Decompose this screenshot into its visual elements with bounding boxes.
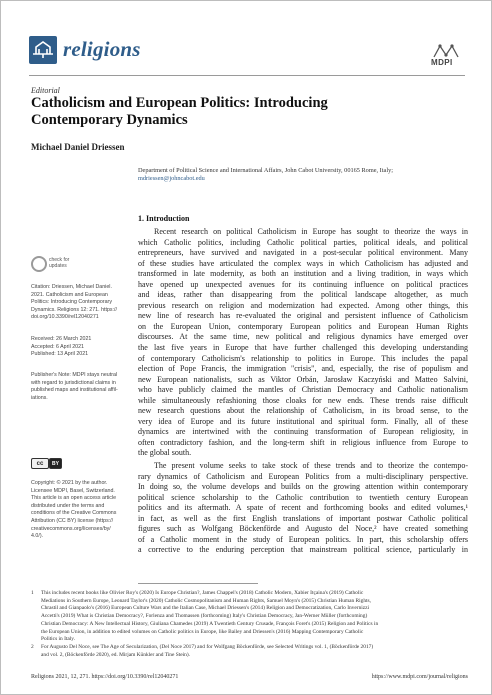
footnote-line [31,644,468,652]
copyright-line: distributed under the terms and [31,502,105,509]
body-line: politics and its aftermath. A spate of recent and forthcoming books and edited volumes,¹ [138,503,468,513]
footnote-text: Accetti's (2019) What is Christian Democracy?, Forlenza and Thomassen (forthcoming) Italy's Christian Democracy, Jan-Werner Müller (forthcoming) [41,613,368,620]
affiliation-line: Department of Political Science and International Affairs, John Cabot University, 00165 Rome, Italy; [138,167,393,174]
citation-line: Citation: Driessen, Michael Daniel. [31,284,112,290]
copyright-line: Attribution (CC BY) license (https:// [31,517,114,524]
footer-website-link[interactable]: https://www.mdpi.com/journal/religions [371,674,468,680]
body-line: rary dynamics of Catholicism and European Politics from a multi-disciplinary perspective. [138,471,468,481]
footer-citation[interactable]: Religions 2021, 12, 271. https://doi.org/10.3390/rel12040271 [31,674,179,680]
footnote-text: Christian Democracy: A New Intellectual History, Giuliana Chamedes (2019) A Twentieth Century Crusade, François Foret's (2015) Religion and Politics in [41,620,379,627]
check-updates-line: check for [49,257,70,263]
citation-line: Politics: Introducing Contemporary [31,299,112,306]
citation-line: Dynamics. Religions 12: 271. https:// [31,306,117,313]
body-line: discourses. At the same time, new political and religious dynamics have emerged over [138,332,468,342]
publisher-note-line: iations. [31,394,48,401]
body-line: while simultaneously refashioning those cloaks for new ends. These trends raise difficult [138,395,468,405]
affiliation [138,167,468,183]
footnote-number: 1 [31,590,34,596]
section-heading: 1. Introduction [138,214,190,223]
copyright-line: 4.0/). [31,533,44,540]
body-line: new European nationalists, such as Viktor Orbán, Jarosław Kaczyński and Matteo Salvini, [138,374,468,384]
date-line: Published: 13 April 2021 [31,351,89,358]
header-divider [29,75,465,76]
footnote-line [31,652,468,660]
body-line: In doing so, the volume develops and builds on the growing attention within contemporary [138,482,468,492]
copyright-line: creativecommons.org/licenses/by/ [31,525,111,532]
citation-line: doi.org/10.3390/rel12040271 [31,314,99,321]
body-line: of a Catholic moment in the study of European politics. In part, this scholarship offers [138,534,468,544]
footnote-line [31,621,468,629]
body-line: The present volume seeks to take stock of these trends and to theorize the contempo- [154,461,468,470]
footnote-text: Chrastil and Gianpaolo's (2016) European Culture Wars and the Italian Case, Michael Driessen's (2014) Religion and Democratization, Carlo Invernizzi [41,605,370,612]
body-line: very idea of Europe and its future institutional and spiritual form. Finally, all of these [138,416,468,426]
footnote-text: Mediations in Southern Europe, Leonard Taylor's (2020) Catholic Cosmopolitanism and Human Rights, Samuel Moyn's (2015) Christian Human Rights, [41,597,371,604]
body-line: political science scholarship to the Catholic contribution to twentieth century European [138,492,468,502]
date-line: Received: 26 March 2021 [31,336,92,342]
dates-block [31,336,127,359]
footnote-line [31,605,468,613]
body-line: Recent research on political Catholicism in Europe has sought to theorize the ways in [154,227,468,236]
journal-logo-icon [29,36,57,64]
footnote-text: For Augusto Del Noce, see The Age of Secularization, (Del Noce 2017) and for Wolfgang Böckenförde, see Selected Writings vol. 1, (Böckenförde 2017) [41,643,374,650]
body-line: in fact, as well as the first English translations of important postwar Catholic political [138,513,468,523]
check-updates-line: updates [49,263,67,269]
footnote-line [31,629,468,637]
footnote-line [31,613,468,621]
body-line: have opened up unexpected avenues for its continuing influence on political practices [138,279,468,289]
body-line: transformed in late modernity, as both an institution and a living tradition, in ways which [138,269,468,279]
publisher-note-line: with regard to jurisdictional claims in [31,379,116,386]
journal-name[interactable]: religions [63,37,141,61]
footnote-line [31,636,468,644]
footnote-text: This includes recent books like Olivier Roy's (2020) Is Europe Christian?, James Chappel's (2018) Catholic Modern, Xabier Itçaina's (2019) Catholic [41,590,364,596]
footnotes [31,590,468,659]
paragraph-2 [138,461,468,556]
title-line: Catholicism and European Politics: Introducing [31,95,328,111]
body-line: new research questions about the relationship of Catholicism, in its broad sense, to the [138,406,468,416]
paragraph-1 [138,227,468,459]
title-line: Contemporary Dynamics [31,112,188,128]
body-line: previous research on religion and modernization had expected. Among other things, this [138,300,468,310]
by-license-icon[interactable]: BY [49,458,62,469]
body-line: the last five years in Europe that have further challenged this developing understanding [138,343,468,353]
mdpi-logo-icon [429,43,463,59]
copyright-line: Copyright: © 2021 by the author. [31,480,108,486]
publisher-note-line: Publisher's Note: MDPI stays neutral [31,372,118,378]
body-line: entrepreneurs, have survived and navigated in a post-secular political environment. Many [138,248,468,258]
publisher-name: MDPI [431,58,453,67]
copyright-line: Licensee MDPI, Basel, Switzerland. [31,487,115,494]
publisher-note-line: published maps and institutional affil- [31,387,118,394]
body-line: election of Pope Francis, the immigration "crisis", and, especially, the rise of populism and [138,364,468,374]
body-line: figures such as Wolfgang Böckenförde and Augusto del Noce,² have created something [138,524,468,534]
cc-license-icon[interactable]: cc [31,458,49,469]
footnote-divider [138,583,258,584]
body-line: often contradictory fashion, and the long-term shift in religious influence from Europe to [138,437,468,447]
publisher-note [31,372,127,402]
check-updates-label[interactable] [49,257,69,269]
check-updates-icon[interactable] [31,256,47,272]
copyright-block [31,480,127,541]
body-line: on the European Union, contemporary European politics and European Human Rights [138,321,468,331]
footnote-line [31,590,468,598]
author-email-link[interactable]: mdriessen@johncabot.edu [138,175,205,182]
body-line: of contemporary Catholicism's relationship to politics in Europe. This includes the papal [138,353,468,363]
article-type: Editorial [31,86,60,95]
footnote-number: 2 [31,643,34,650]
body-line: of these studies have articulated the complex ways in which Catholicism has adjusted and [138,258,468,268]
body-line: new line of research has re-evaluated the original and persistent influence of Catholicism [138,311,468,321]
author-name: Michael Daniel Driessen [31,142,125,152]
copyright-line: conditions of the Creative Commons [31,510,117,517]
copyright-line: This article is an open access article [31,495,117,502]
body-line: dynamics are intertwined with the continuing transformation of European religiosity, in [138,427,468,437]
footnote-text: and vol. 2, (Böckenförde 2020), ed. Mirjam Künkler and Tine Stein). [41,651,190,658]
citation-block [31,284,127,322]
body-line: and ideas, rather than disappearing from the political landscape altogether, as much [138,290,468,300]
body-line: which Catholic politics, including Catholic political parties, political ideals, and political [138,237,468,247]
body-line: who have publicly claimed the mantles of Christian Democracy and Catholic nationalism [138,385,468,395]
date-line: Accepted: 6 April 2021 [31,343,85,350]
footnote-text: the European Union, in addition to edited volumes on Catholic politics in Europe, like Bailey and Driessen's (2016) Mapping Contemporary Catholic [41,628,364,635]
article-title [31,95,451,129]
page-footer [31,674,468,680]
citation-line: 2021. Catholicism and European [31,291,108,298]
body-line: the global south. [138,448,192,458]
body-line: a corrective to the enduring perception that mainstream political science, particularly in [138,545,468,555]
footnote-text: Politics in Italy. [41,636,75,643]
